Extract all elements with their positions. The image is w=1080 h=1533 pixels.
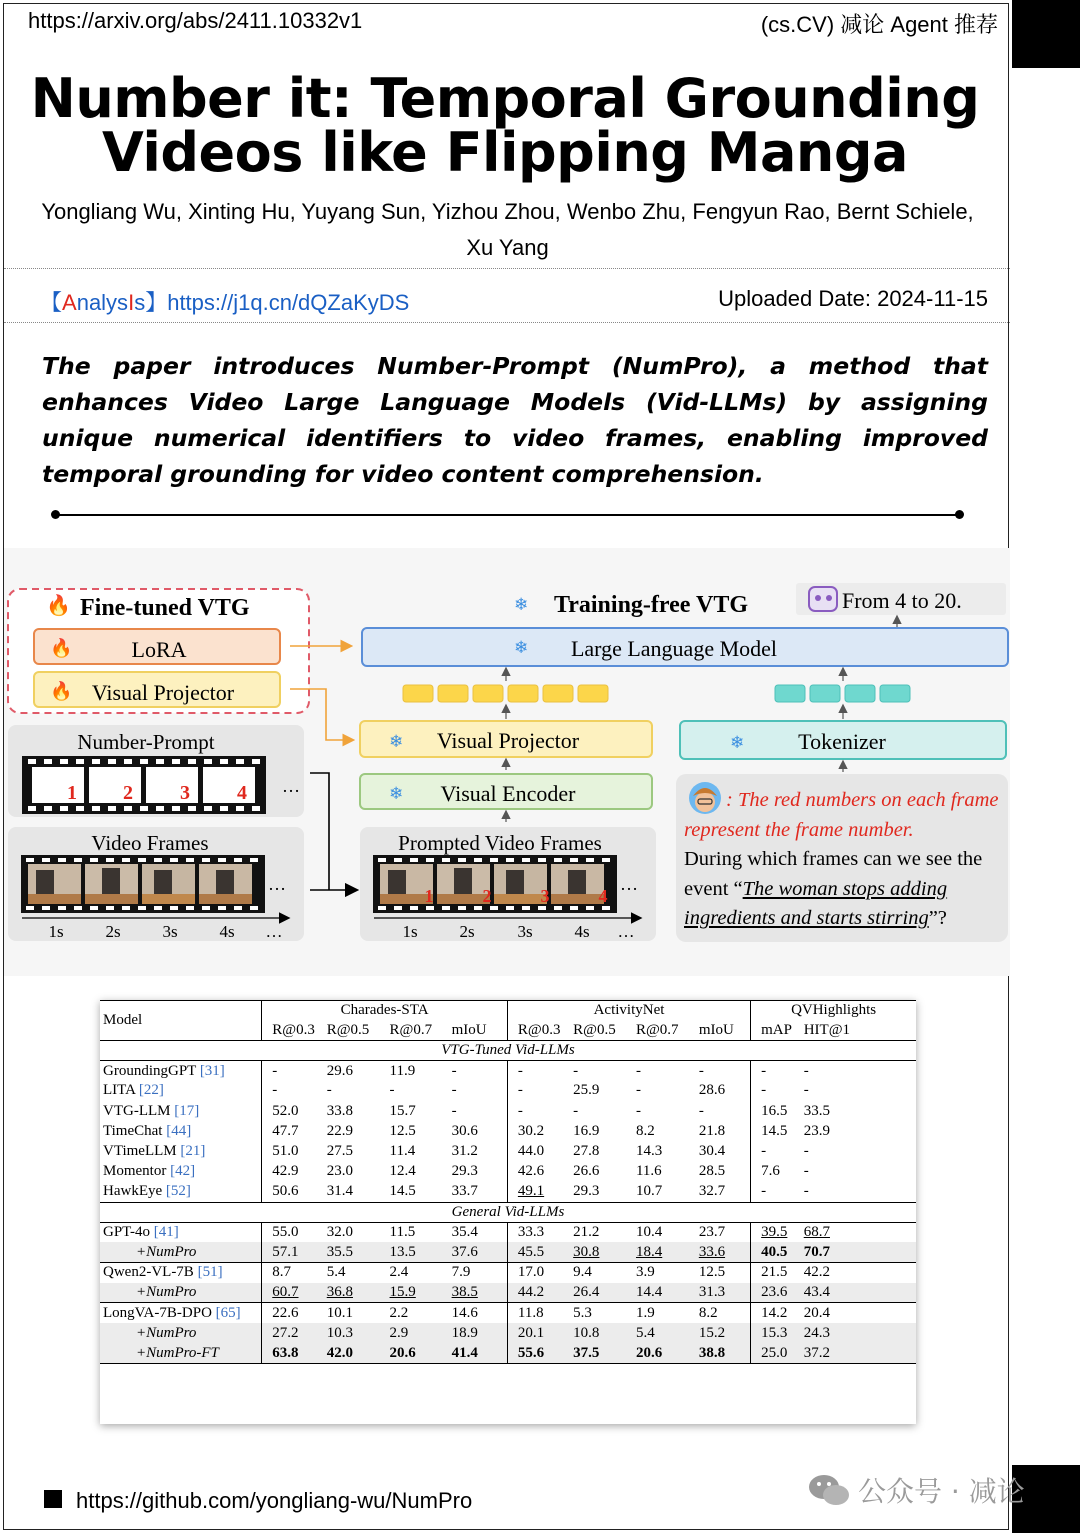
table-cell: - (751, 1081, 804, 1101)
table-cell: 68.7 (804, 1222, 916, 1242)
table-cell: 20.1 (507, 1323, 573, 1343)
table-cell: 16.9 (573, 1122, 600, 1139)
table-row (100, 1222, 916, 1242)
table-cell: - (326, 1082, 332, 1099)
table-cell: 24.3 (804, 1323, 916, 1343)
model-name (100, 1303, 262, 1323)
snowflake-icon: ❄ (514, 595, 529, 614)
video-filmstrip (21, 855, 265, 913)
analysis-letter-a: A (62, 290, 77, 315)
table-cell: 37.2 (804, 1343, 916, 1363)
section-general: General Vid-LLMs (100, 1202, 916, 1222)
ellipsis-text: … (282, 776, 300, 796)
table-cell: 2.9 (390, 1323, 452, 1343)
table-cell: 21.5 (751, 1263, 804, 1283)
ellipsis-text: … (268, 874, 286, 894)
table-cell: 30.6 (451, 1122, 478, 1139)
text-tokens (775, 685, 910, 702)
model-name-text: LongVA-7B-DPO (103, 1304, 212, 1321)
table-cell: 7.6 (751, 1162, 804, 1182)
table-row (100, 1283, 916, 1303)
analysis-letter-i: I (128, 290, 135, 315)
table-cell: - (262, 1061, 327, 1081)
time-tick-4s: 4s (219, 922, 235, 941)
model-name (100, 1242, 262, 1262)
table-cell: - (507, 1061, 573, 1081)
ellipsis-text: … (617, 922, 635, 941)
table-cell: 13.5 (390, 1242, 452, 1262)
table-cell: 22.6 (262, 1303, 327, 1323)
divider-top (4, 268, 1010, 269)
analysis-link[interactable]: https://j1q.cn/dQZaKyDS (167, 290, 410, 315)
model-name-text: Momentor (103, 1163, 167, 1180)
title-line-2: Videos like Flipping Manga (102, 121, 908, 184)
fire-icon: 🔥 (50, 638, 73, 658)
table-cell: 14.4 (636, 1283, 699, 1303)
table-cell: 37.6 (452, 1242, 508, 1262)
frame-number-1: 1 (67, 782, 77, 804)
arxiv-url[interactable]: https://arxiv.org/abs/2411.10332v1 (28, 8, 363, 33)
frame-number-3: 3 (180, 782, 190, 804)
section-separator (55, 514, 960, 516)
table-cell: 2.2 (390, 1303, 452, 1323)
table-cell: 31.4 (326, 1183, 353, 1200)
model-name-text: +NumPro (136, 1284, 197, 1301)
snowflake-icon: ❄ (389, 784, 404, 803)
table-cell: 31.3 (699, 1283, 751, 1303)
query-red-text: : The red numbers on each frame represent the frame number. (684, 789, 999, 841)
frame-number-4: 4 (237, 782, 247, 804)
metric-header: R@0.5 (573, 1021, 616, 1038)
robot-icon (809, 587, 837, 611)
table-cell: 21.8 (698, 1122, 726, 1139)
table-cell: 33.5 (803, 1102, 830, 1119)
frame-number-2: 2 (123, 782, 133, 804)
table-cell: 8.2 (635, 1122, 655, 1139)
table-row (100, 1121, 916, 1141)
snowflake-icon: ❄ (514, 638, 529, 657)
metric-header: R@0.3 (507, 1021, 573, 1041)
table-cell: 35.4 (452, 1222, 508, 1242)
model-name (100, 1121, 262, 1141)
number-prompt-filmstrip (22, 756, 266, 814)
corner-decoration-top (1012, 0, 1080, 68)
table-cell: 11.4 (389, 1143, 416, 1160)
video-frames-label: Video Frames (91, 831, 209, 855)
table-cell: 31.2 (451, 1143, 478, 1160)
model-name (100, 1081, 262, 1101)
snowflake-icon: ❄ (730, 733, 745, 752)
table-cell: 5.4 (327, 1263, 390, 1283)
table-cell: 39.5 (751, 1222, 804, 1242)
table-cell: - (698, 1102, 704, 1119)
table-cell: 30.4 (698, 1143, 726, 1160)
citation-link[interactable]: [44] (166, 1122, 192, 1139)
table-cell: - (803, 1062, 809, 1079)
query-event: The woman stops adding ingredients and starts stirring (684, 877, 948, 929)
table-cell: 29.3 (451, 1163, 478, 1180)
table-cell: 55.6 (507, 1343, 573, 1363)
number-prompt-label: Number-Prompt (77, 730, 215, 754)
table-cell: 5.3 (573, 1303, 636, 1323)
watermark (808, 1470, 1025, 1510)
table-cell: 44.2 (507, 1283, 573, 1303)
table-cell: 1.9 (636, 1303, 699, 1323)
table-cell: 23.9 (803, 1122, 830, 1139)
table-cell: 8.2 (699, 1303, 751, 1323)
table-cell: 25.9 (573, 1082, 600, 1099)
paper-authors: Yongliang Wu, Xinting Hu, Yuyang Sun, Yizhou Zhou, Wenbo Zhu, Fengyun Rao, Bernt Schiele, Xu Yang (41, 199, 974, 260)
table-row (100, 1303, 916, 1323)
metric-header: mIoU (698, 1021, 734, 1038)
model-name-text: VTimeLLM (103, 1143, 177, 1160)
table-cell: 15.2 (699, 1323, 751, 1343)
output-text: From 4 to 20. (842, 588, 962, 613)
table-cell: 23.6 (751, 1283, 804, 1303)
table-cell: 14.6 (452, 1303, 508, 1323)
category-tag: (cs.CV) 减论 Agent 推荐 (760, 12, 998, 37)
visual-encoder-label: Visual Encoder (440, 781, 576, 806)
analysis-link-row[interactable] (40, 286, 409, 317)
table-cell: 20.6 (390, 1343, 452, 1363)
table-cell: 3.9 (636, 1263, 699, 1283)
footer-square (44, 1490, 62, 1508)
query-line-2-prefix: the event “ (684, 848, 983, 900)
table-cell: 32.0 (327, 1222, 390, 1242)
table-cell: - (635, 1062, 641, 1079)
llm-label: Large Language Model (570, 636, 778, 661)
section-vtg-tuned: VTG-Tuned Vid-LLMs (100, 1041, 916, 1061)
merge-bracket (310, 773, 329, 890)
table-row (100, 1141, 916, 1161)
table-cell: 10.8 (573, 1323, 636, 1343)
table-cell: 42.9 (262, 1162, 327, 1182)
table-cell: 27.5 (326, 1143, 353, 1160)
wechat-icon (808, 1473, 850, 1507)
fire-icon: 🔥 (46, 595, 71, 617)
metric-header: R@0.3 (262, 1021, 327, 1041)
table-cell: 40.5 (751, 1242, 804, 1262)
prompted-frames-label: Prompted Video Frames (398, 831, 602, 855)
model-name-text: GPT-4o (103, 1224, 150, 1241)
table-cell: 18.4 (636, 1242, 699, 1262)
table-cell: 10.3 (327, 1323, 390, 1343)
table-cell: 15.9 (390, 1283, 452, 1303)
table-cell: 14.3 (635, 1143, 663, 1160)
table-cell: 11.5 (390, 1222, 452, 1242)
table-cell: 35.5 (327, 1242, 390, 1262)
ellipsis-text: … (265, 922, 283, 941)
table-cell: 50.6 (262, 1182, 327, 1202)
table-cell: - (751, 1141, 804, 1161)
table-cell: 14.5 (751, 1121, 804, 1141)
table-cell: - (262, 1081, 327, 1101)
table-cell: 16.5 (751, 1101, 804, 1121)
table-cell: 29.6 (326, 1062, 353, 1079)
table-cell: 44.0 (507, 1141, 573, 1161)
prompted-number-1: 1 (424, 886, 434, 906)
citation-link[interactable]: [22] (138, 1082, 164, 1099)
finetuned-title: Fine-tuned VTG (80, 595, 250, 621)
table-cell: 11.6 (635, 1163, 662, 1180)
model-name-text: GroundingGPT (103, 1062, 197, 1079)
table-cell: 33.6 (699, 1242, 751, 1262)
table-cell: 63.8 (262, 1343, 327, 1363)
table-cell: 21.2 (573, 1222, 636, 1242)
table-cell: - (451, 1082, 457, 1099)
prompted-tick-3s: 3s (517, 922, 533, 941)
citation-link[interactable]: [52] (165, 1183, 191, 1200)
table-cell: 8.7 (262, 1263, 327, 1283)
table-row (100, 1081, 916, 1101)
table-cell: 38.5 (452, 1283, 508, 1303)
table-cell: 10.4 (636, 1222, 699, 1242)
table-cell: - (507, 1101, 573, 1121)
separator-dot-left (51, 510, 60, 519)
table-cell: 20.6 (636, 1343, 699, 1363)
fire-icon: 🔥 (50, 681, 73, 701)
model-name-text: Qwen2-VL-7B (103, 1264, 194, 1281)
paper-summary: The paper introduces Number-Prompt (NumPro), a method that enhances Video Large Language Models (Vid-LLMs) by assigning unique numerical identifiers to video frames, enabling improved temporal grounding for video content comprehension. (42, 352, 988, 488)
citation-link[interactable]: [31] (199, 1062, 225, 1079)
prompted-tick-1s: 1s (402, 922, 418, 941)
table-cell: - (803, 1163, 809, 1180)
table-cell: 51.0 (262, 1141, 327, 1161)
bracket-close: 】 (145, 290, 168, 315)
table-cell: 26.6 (573, 1163, 600, 1180)
table-cell: - (803, 1143, 809, 1160)
metric-header: R@0.7 (635, 1021, 679, 1038)
metric-header: R@0.7 (389, 1021, 433, 1038)
table-row (100, 1101, 916, 1121)
table-cell: 38.8 (699, 1343, 751, 1363)
table-cell: 10.1 (327, 1303, 390, 1323)
table-cell: 41.4 (452, 1343, 508, 1363)
table-cell: 36.8 (327, 1283, 390, 1303)
table-cell: 5.4 (636, 1323, 699, 1343)
citation-link[interactable]: [42] (170, 1163, 196, 1180)
table-cell: 7.9 (452, 1263, 508, 1283)
results-grid (100, 1000, 916, 1364)
watermark-text: 公众号 · 减论 (858, 1475, 1025, 1508)
table-cell: 37.5 (573, 1343, 636, 1363)
prompted-number-4: 4 (598, 886, 608, 906)
group-activitynet: ActivityNet (507, 1001, 750, 1021)
github-link[interactable]: https://github.com/yongliang-wu/NumPro (76, 1488, 473, 1513)
table-cell: 14.2 (751, 1303, 804, 1323)
metric-header: HIT@1 (803, 1021, 851, 1038)
table-cell: - (451, 1062, 457, 1079)
table-row (100, 1263, 916, 1283)
model-name (100, 1061, 262, 1081)
table-cell: 18.9 (452, 1323, 508, 1343)
table-cell: 42.0 (327, 1343, 390, 1363)
table-row (100, 1162, 916, 1182)
table-cell: - (389, 1082, 395, 1099)
citation-link[interactable]: [17] (174, 1102, 200, 1119)
model-name-text: HawkEye (103, 1183, 163, 1200)
group-charades: Charades-STA (262, 1001, 508, 1021)
model-name (100, 1141, 262, 1161)
table-cell: - (751, 1061, 804, 1081)
lora-label: LoRA (131, 637, 187, 662)
time-tick-1s: 1s (48, 922, 64, 941)
title-line-1: Number it: Temporal Grounding (30, 67, 980, 130)
table-cell: 32.7 (698, 1183, 726, 1200)
col-model: Model (100, 1001, 262, 1041)
table-cell: 22.9 (326, 1122, 353, 1139)
model-name (100, 1101, 262, 1121)
model-name (100, 1182, 262, 1202)
paper-title (0, 67, 1010, 184)
model-name (100, 1323, 262, 1343)
query-text (684, 786, 1006, 934)
table-cell: 57.1 (262, 1242, 327, 1262)
prompted-tick-2s: 2s (459, 922, 475, 941)
table-row (100, 1323, 916, 1343)
metric-header: R@0.5 (326, 1021, 370, 1038)
time-tick-3s: 3s (162, 922, 178, 941)
model-name-text: VTG-LLM (103, 1102, 171, 1119)
table-cell: 25.0 (751, 1343, 804, 1363)
citation-link[interactable]: [65] (215, 1304, 241, 1321)
table-cell: 9.4 (573, 1263, 636, 1283)
uploaded-date: Uploaded Date: 2024-11-15 (718, 286, 988, 311)
table-cell: 12.4 (389, 1163, 416, 1180)
results-table (100, 1000, 916, 1424)
model-name-text: +NumPro (136, 1243, 197, 1260)
table-cell: 15.3 (751, 1323, 804, 1343)
table-cell: 20.4 (804, 1303, 916, 1323)
table-cell: 49.1 (507, 1182, 573, 1202)
visual-projector-label: Visual Projector (436, 728, 580, 753)
bracket-open: 【 (40, 290, 63, 315)
table-cell: 33.8 (326, 1102, 353, 1119)
model-name (100, 1162, 262, 1182)
table-cell: 26.4 (573, 1283, 636, 1303)
table-cell: 52.0 (262, 1101, 327, 1121)
table-cell: 28.6 (698, 1082, 726, 1099)
table-cell: 30.2 (507, 1121, 573, 1141)
citation-link[interactable]: [51] (197, 1264, 223, 1281)
query-line-1: During which frames can we see (684, 848, 953, 870)
model-name (100, 1222, 262, 1242)
model-name (100, 1263, 262, 1283)
table-cell: 17.0 (507, 1263, 573, 1283)
analysis-letters: nalys (76, 290, 129, 315)
visual-tokens (403, 685, 608, 702)
table-cell: 12.5 (389, 1122, 416, 1139)
table-row (100, 1061, 916, 1081)
model-name (100, 1283, 262, 1303)
metric-header: mAP (751, 1021, 804, 1041)
table-cell: 11.8 (507, 1303, 573, 1323)
table-cell: 60.7 (262, 1283, 327, 1303)
table-cell: 30.8 (573, 1242, 636, 1262)
table-cell: 29.3 (573, 1183, 600, 1200)
divider-bottom (4, 322, 1010, 323)
ellipsis-text: … (620, 874, 638, 894)
table-cell: 47.7 (262, 1121, 327, 1141)
training-free-title: Training-free VTG (554, 592, 748, 618)
table-cell: 15.7 (389, 1102, 416, 1119)
table-cell: 70.7 (804, 1242, 916, 1262)
method-figure (4, 548, 1010, 976)
table-cell: 2.4 (390, 1263, 452, 1283)
table-row (100, 1242, 916, 1262)
table-cell: - (635, 1102, 641, 1119)
time-tick-2s: 2s (105, 922, 121, 941)
metric-header: mIoU (451, 1021, 487, 1038)
model-name-text: LITA (103, 1082, 136, 1099)
table-cell: - (635, 1082, 641, 1099)
query-suffix: ”? (928, 907, 947, 929)
table-cell: - (507, 1081, 573, 1101)
visual-projector-ft-label: Visual Projector (91, 680, 235, 705)
table-cell: 10.7 (635, 1183, 663, 1200)
table-cell: - (451, 1102, 457, 1119)
table-cell: - (751, 1182, 804, 1202)
table-row (100, 1182, 916, 1202)
table-cell: 12.5 (699, 1263, 751, 1283)
table-cell: 33.3 (507, 1222, 573, 1242)
prompted-tick-4s: 4s (574, 922, 590, 941)
table-cell: - (573, 1102, 579, 1119)
table-cell: 23.0 (326, 1163, 353, 1180)
table-cell: 23.7 (699, 1222, 751, 1242)
snowflake-icon: ❄ (389, 732, 404, 751)
model-name-text: +NumPro (136, 1324, 197, 1341)
table-cell: - (573, 1062, 579, 1079)
model-name (100, 1343, 262, 1363)
table-cell: 27.2 (262, 1323, 327, 1343)
tokenizer-label: Tokenizer (798, 729, 886, 754)
model-name-text: TimeChat (103, 1122, 163, 1139)
separator-dot-right (955, 510, 964, 519)
analysis-letter-s: s (134, 290, 146, 315)
table-cell: - (698, 1062, 704, 1079)
table-cell: - (803, 1082, 809, 1099)
table-cell: 14.5 (389, 1183, 416, 1200)
citation-link[interactable]: [41] (153, 1224, 179, 1241)
group-qvhighlights: QVHighlights (751, 1001, 916, 1021)
model-name-text: +NumPro-FT (136, 1344, 219, 1361)
table-row (100, 1343, 916, 1363)
table-cell: 55.0 (262, 1222, 327, 1242)
table-cell: 27.8 (573, 1143, 600, 1160)
table-cell: 28.5 (698, 1163, 726, 1180)
table-cell: 11.9 (389, 1062, 416, 1079)
table-cell: 42.6 (507, 1162, 573, 1182)
citation-link[interactable]: [21] (180, 1143, 206, 1160)
table-cell: 43.4 (804, 1283, 916, 1303)
table-cell: 45.5 (507, 1242, 573, 1262)
prompted-number-3: 3 (540, 886, 550, 906)
table-cell: 33.7 (451, 1183, 478, 1200)
table-cell: - (803, 1183, 809, 1200)
prompted-number-2: 2 (482, 886, 492, 906)
prompted-filmstrip (373, 855, 617, 913)
table-cell: 42.2 (804, 1263, 916, 1283)
